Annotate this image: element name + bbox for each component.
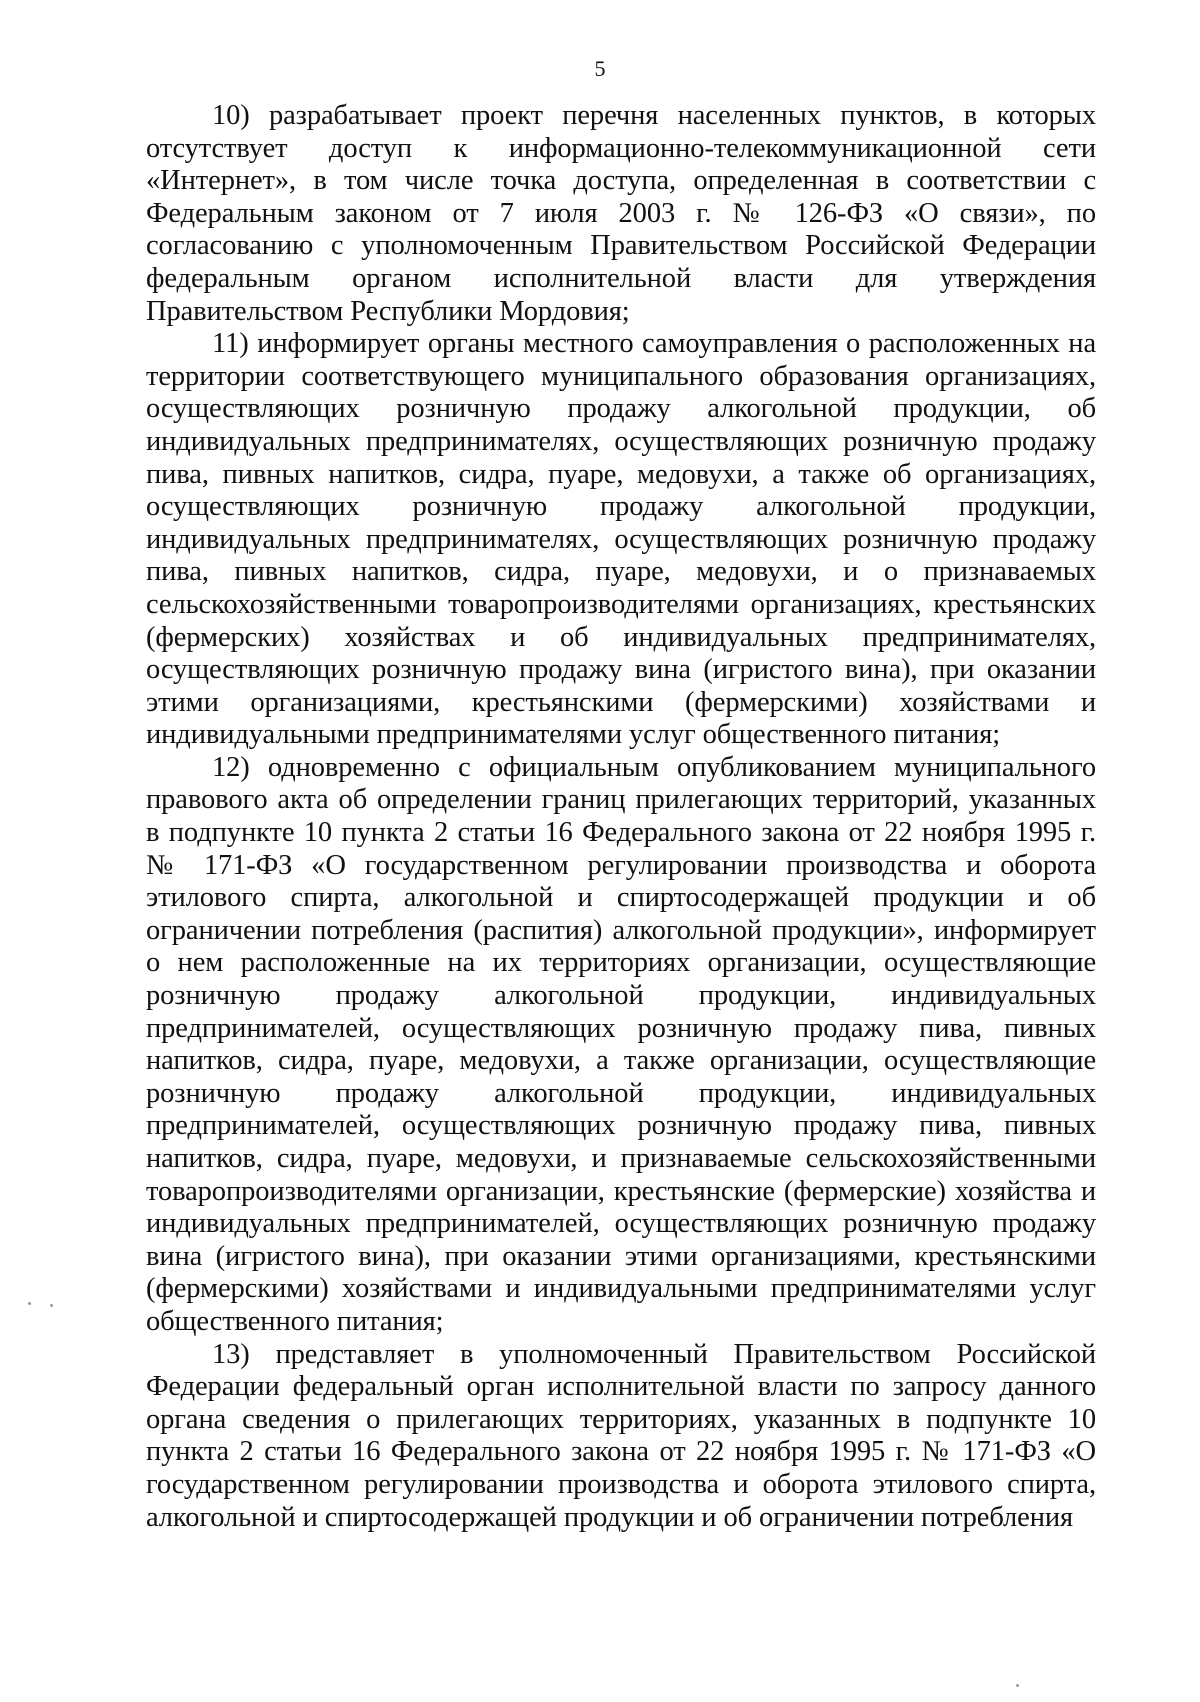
paragraph-item-10: 10) разрабатывает проект перечня населенных пунктов, в которых отсутствует доступ к информационно-телекоммуникационной сети «Интернет», в том числе точка доступа, определенная в соответствии с Федеральным законом от 7 июля 2003 г. № 126-ФЗ «О связи», по согласованию с уполномоченным Правительством Российской Федерации федеральным органом исполнительной власти для утверждения Правительством Республики Мордовия; [146,100,1096,327]
scan-speck [1016,1684,1019,1687]
paragraph-item-12: 12) одновременно с официальным опубликованием муниципального правового акта об определении границ прилегающих территорий, указанных в подпункте 10 пункта 2 статьи 16 Федерального закона от 22 ноября 1995 г. № 171-ФЗ «О государственном регулировании производства и оборота этилового спирта, алкогольной и спиртосодержащей продукции и об ограничении потребления (распития) алкогольной продукции», информирует о нем расположенные на их территориях организации, осуществляющие розничную продажу алкогольной продукции, индивидуальных предпринимателей, осуществляющих розничную продажу пива, пивных напитков, сидра, пуаре, медовухи, а также организации, осуществляющие розничную продажу алкогольной продукции, индивидуальных предпринимателей, осуществляющих розничную продажу пива, пивных напитков, сидра, пуаре, медовухи, и признаваемые сельскохозяйственными товаропроизводителями организации, крестьянские (фермерские) хозяйства и индивидуальных предпринимателей, осуществляющих розничную продажу вина (игристого вина), при оказании этими организациями, крестьянскими (фермерскими) хозяйствами и индивидуальными предпринимателями услуг общественного питания; [146,751,1096,1337]
paragraph-item-13: 13) представляет в уполномоченный Правительством Российской Федерации федеральный орган исполнительной власти по запросу данного органа сведения о прилегающих территориях, указанных в подпункте 10 пункта 2 статьи 16 Федерального закона от 22 ноября 1995 г. № 171-ФЗ «О государственном регулировании производства и оборота этилового спирта, алкогольной и спиртосодержащей продукции и об ограничении потребления [146,1338,1096,1533]
document-body [146,100,1096,1534]
page-number: 5 [594,56,606,81]
scan-speck [28,1302,31,1305]
scan-speck [50,1304,53,1307]
paragraph-item-11: 11) информирует органы местного самоуправления о расположенных на территории соответствующего муниципального образования организациях, осуществляющих розничную продажу алкогольной продукции, об индивидуальных предпринимателях, осуществляющих розничную продажу пива, пивных напитков, сидра, пуаре, медовухи, а также об организациях, осуществляющих розничную продажу алкогольной продукции, индивидуальных предпринимателях, осуществляющих розничную продажу пива, пивных напитков, сидра, пуаре, медовухи, и о признаваемых сельскохозяйственными товаропроизводителями организациях, крестьянских (фермерских) хозяйствах и об индивидуальных предпринимателях, осуществляющих розничную продажу вина (игристого вина), при оказании этими организациями, крестьянскими (фермерскими) хозяйствами и индивидуальными предпринимателями услуг общественного питания; [146,328,1096,751]
